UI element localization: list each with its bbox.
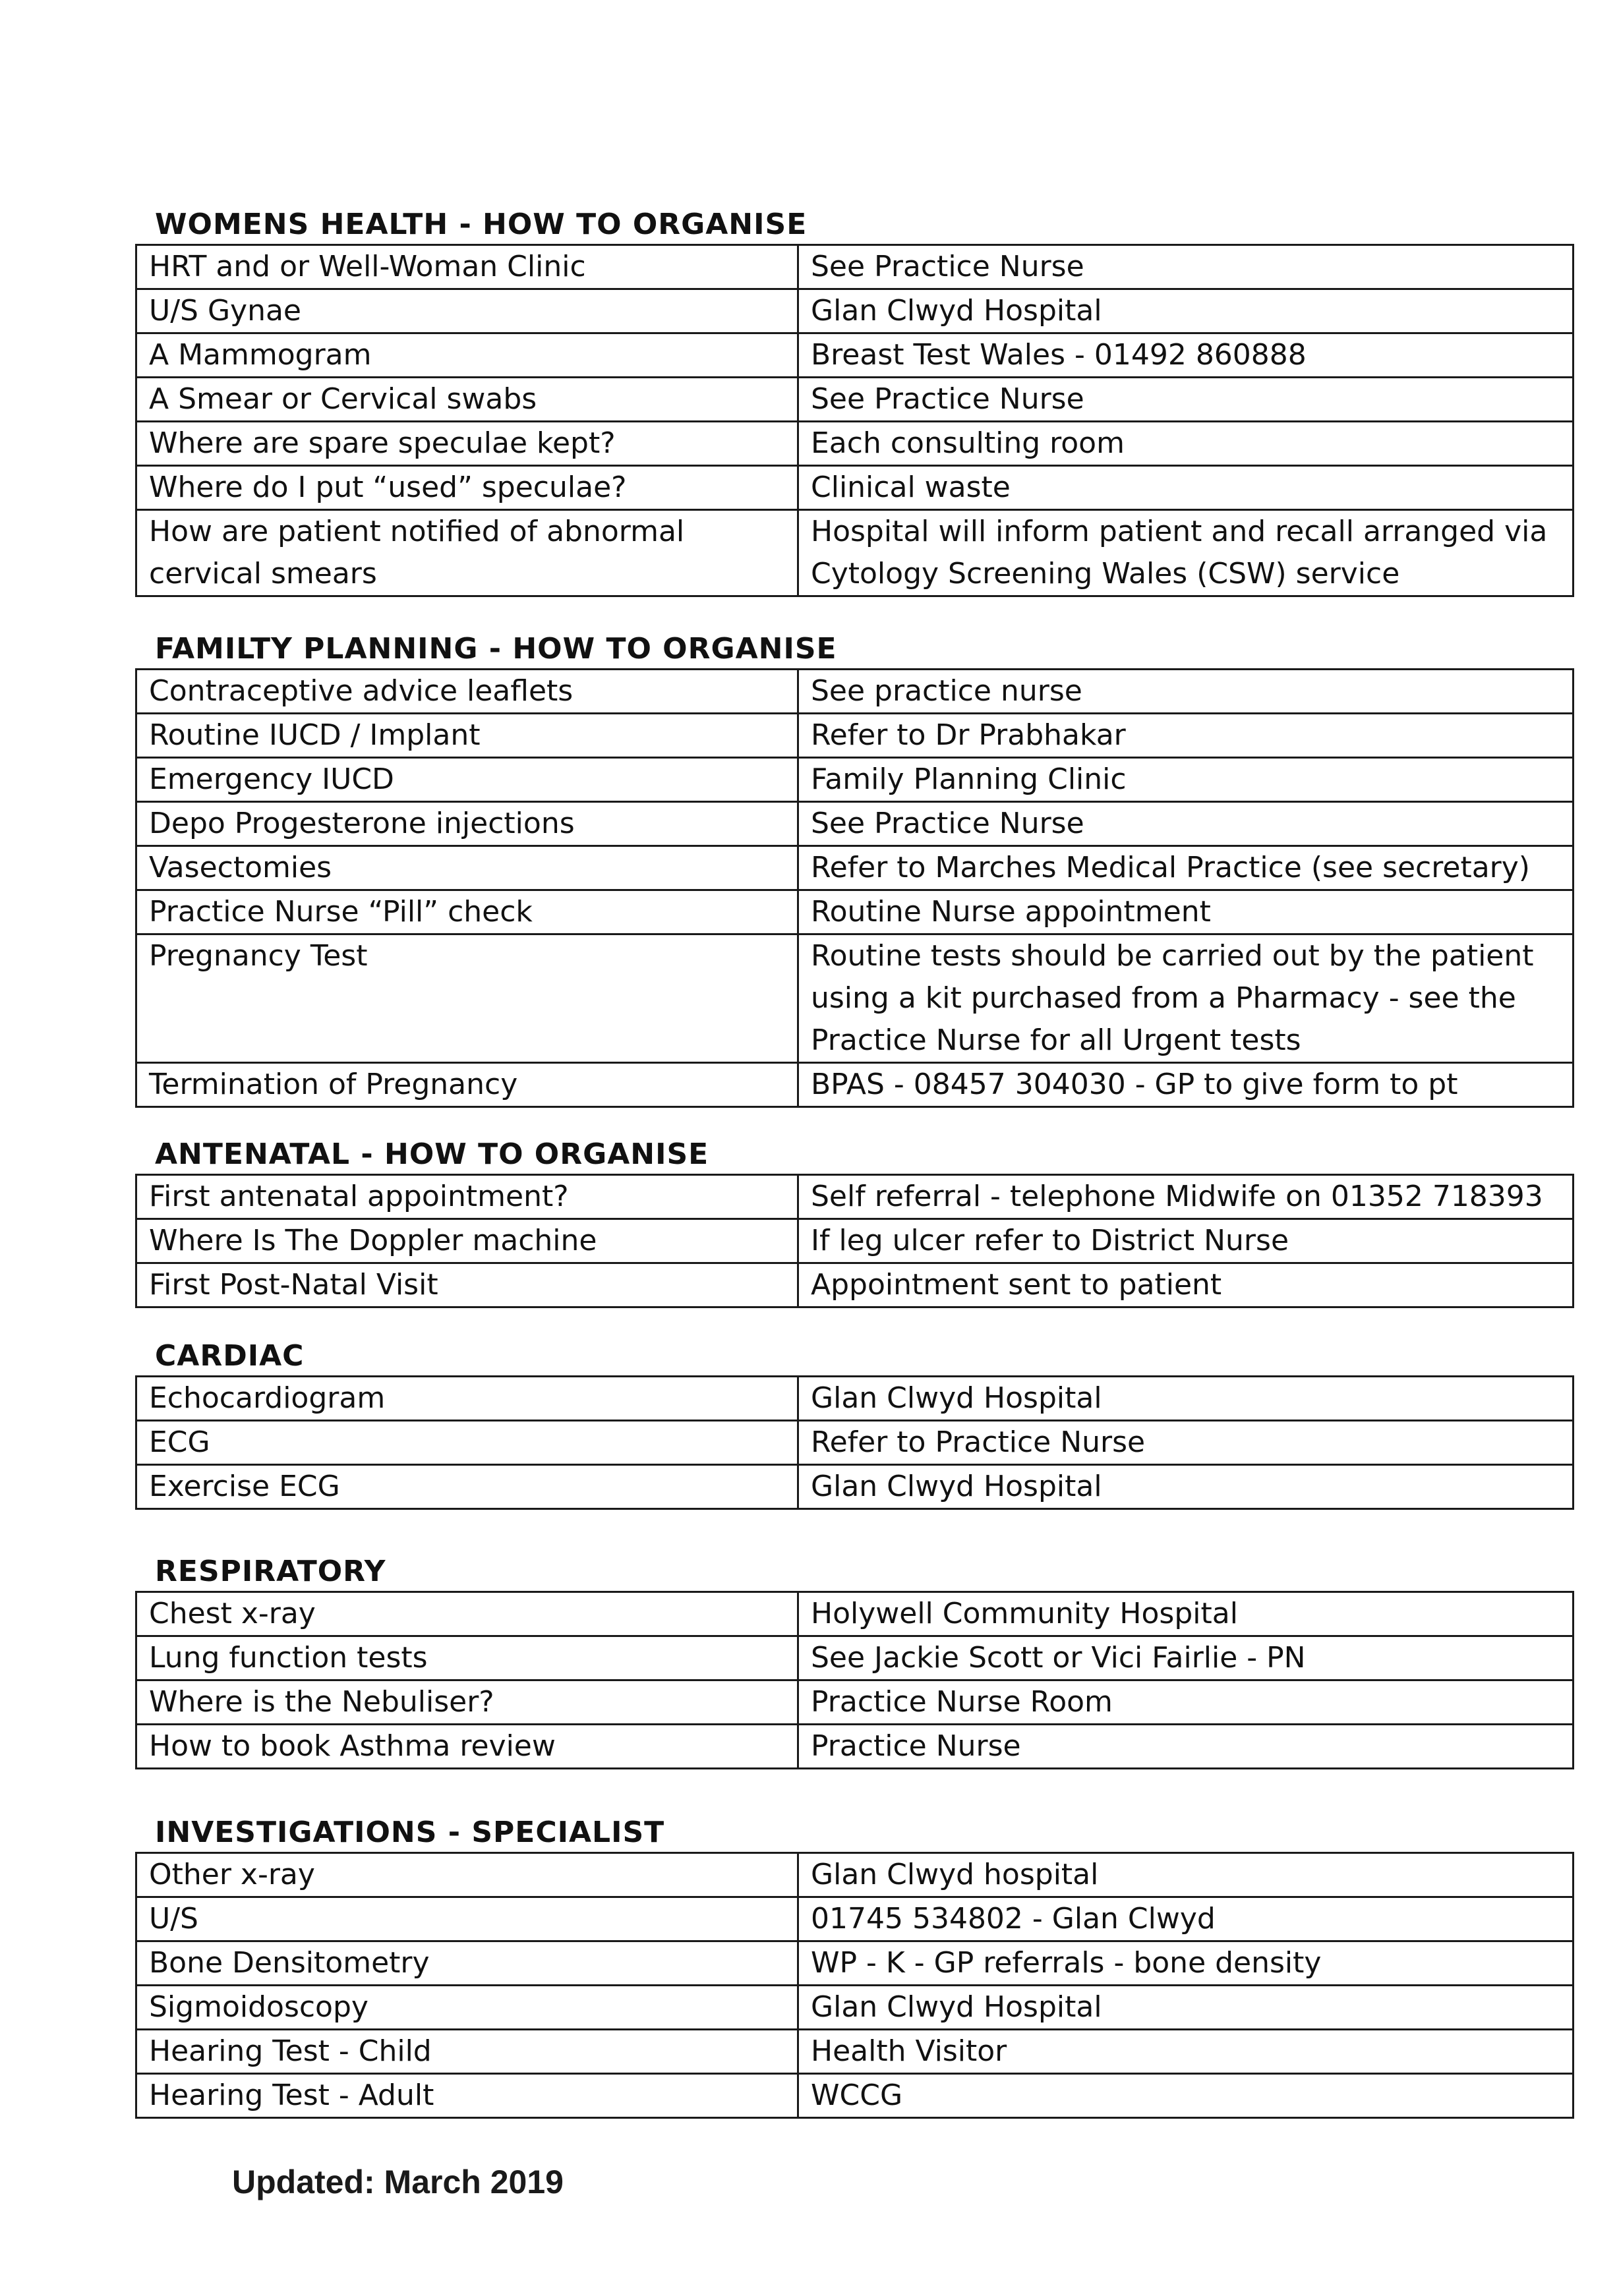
table-row	[136, 245, 1574, 289]
question-cell: Where Is The Doppler machine	[136, 1219, 798, 1263]
table-row	[136, 422, 1574, 466]
table-row	[136, 846, 1574, 890]
question-cell: Where are spare speculae kept?	[136, 422, 798, 466]
table-row	[136, 1986, 1574, 2030]
question-cell: U/S	[136, 1897, 798, 1941]
section-title: ANTENATAL - HOW TO ORGANISE	[155, 1137, 709, 1171]
answer-cell: Self referral - telephone Midwife on 01352 718393	[798, 1175, 1574, 1219]
answer-cell: Refer to Practice Nurse	[798, 1421, 1574, 1465]
answer-cell: 01745 534802 - Glan Clwyd	[798, 1897, 1574, 1941]
table-row	[136, 466, 1574, 510]
question-cell: Practice Nurse “Pill” check	[136, 890, 798, 934]
question-cell: Where is the Nebuliser?	[136, 1680, 798, 1725]
updated-date-footer: Updated: March 2019	[232, 2164, 564, 2200]
answer-cell: WP - K - GP referrals - bone density	[798, 1941, 1574, 1986]
answer-cell: See Practice Nurse	[798, 378, 1574, 422]
table-row	[136, 1263, 1574, 1307]
section-title: RESPIRATORY	[155, 1555, 386, 1588]
table-row	[136, 510, 1574, 596]
question-cell: Pregnancy Test	[136, 934, 798, 1063]
table-row	[136, 1680, 1574, 1725]
answer-cell: Each consulting room	[798, 422, 1574, 466]
investigations-table	[135, 1852, 1574, 2119]
table-row	[136, 802, 1574, 846]
table-row	[136, 2074, 1574, 2118]
question-cell: Routine IUCD / Implant	[136, 714, 798, 758]
answer-cell: Glan Clwyd Hospital	[798, 1986, 1574, 2030]
table-row	[136, 1897, 1574, 1941]
answer-cell: If leg ulcer refer to District Nurse	[798, 1219, 1574, 1263]
table-row	[136, 1219, 1574, 1263]
answer-cell: Glan Clwyd Hospital	[798, 1377, 1574, 1421]
respiratory-table	[135, 1591, 1574, 1769]
question-cell: ECG	[136, 1421, 798, 1465]
answer-cell: Family Planning Clinic	[798, 758, 1574, 802]
table-row	[136, 1853, 1574, 1897]
womens-health-table	[135, 244, 1574, 597]
section-title: INVESTIGATIONS - SPECIALIST	[155, 1816, 665, 1849]
question-cell: How to book Asthma review	[136, 1725, 798, 1769]
table-row	[136, 1421, 1574, 1465]
section-respiratory	[135, 1553, 1572, 1769]
answer-cell: Practice Nurse Room	[798, 1680, 1574, 1725]
section-cardiac	[135, 1337, 1572, 1510]
answer-cell: See Practice Nurse	[798, 802, 1574, 846]
question-cell: Echocardiogram	[136, 1377, 798, 1421]
question-cell: How are patient notified of abnormal cervical smears	[136, 510, 798, 596]
table-row	[136, 1592, 1574, 1636]
question-cell: Where do I put “used” speculae?	[136, 466, 798, 510]
table-row	[136, 1725, 1574, 1769]
section-title: FAMILTY PLANNING - HOW TO ORGANISE	[155, 632, 837, 666]
family-planning-table	[135, 668, 1574, 1108]
section-family-planning	[135, 630, 1572, 1108]
table-row	[136, 289, 1574, 333]
table-row	[136, 333, 1574, 378]
answer-cell: Clinical waste	[798, 466, 1574, 510]
section-title: CARDIAC	[155, 1339, 305, 1373]
question-cell: Hearing Test - Child	[136, 2030, 798, 2074]
table-row	[136, 378, 1574, 422]
question-cell: Exercise ECG	[136, 1465, 798, 1509]
question-cell: Lung function tests	[136, 1636, 798, 1680]
question-cell: Emergency IUCD	[136, 758, 798, 802]
answer-cell: Hospital will inform patient and recall arranged via Cytology Screening Wales (CSW) service	[798, 510, 1574, 596]
answer-cell: Refer to Dr Prabhakar	[798, 714, 1574, 758]
answer-cell: See practice nurse	[798, 670, 1574, 714]
table-row	[136, 1063, 1574, 1107]
answer-cell: See Jackie Scott or Vici Fairlie - PN	[798, 1636, 1574, 1680]
question-cell: First Post-Natal Visit	[136, 1263, 798, 1307]
answer-cell: Routine Nurse appointment	[798, 890, 1574, 934]
question-cell: HRT and or Well-Woman Clinic	[136, 245, 798, 289]
question-cell: U/S Gynae	[136, 289, 798, 333]
answer-cell: Breast Test Wales - 01492 860888	[798, 333, 1574, 378]
table-row	[136, 2030, 1574, 2074]
section-antenatal	[135, 1135, 1572, 1308]
table-row	[136, 758, 1574, 802]
answer-cell: Glan Clwyd Hospital	[798, 289, 1574, 333]
cardiac-table	[135, 1375, 1574, 1510]
table-row	[136, 934, 1574, 1063]
answer-cell: Appointment sent to patient	[798, 1263, 1574, 1307]
table-row	[136, 1377, 1574, 1421]
question-cell: Bone Densitometry	[136, 1941, 798, 1986]
answer-cell: Holywell Community Hospital	[798, 1592, 1574, 1636]
answer-cell: Health Visitor	[798, 2030, 1574, 2074]
answer-cell: BPAS - 08457 304030 - GP to give form to pt	[798, 1063, 1574, 1107]
question-cell: A Mammogram	[136, 333, 798, 378]
answer-cell: WCCG	[798, 2074, 1574, 2118]
question-cell: Contraceptive advice leaflets	[136, 670, 798, 714]
section-investigations	[135, 1814, 1572, 2119]
table-row	[136, 1941, 1574, 1986]
table-row	[136, 1465, 1574, 1509]
question-cell: First antenatal appointment?	[136, 1175, 798, 1219]
answer-cell: Refer to Marches Medical Practice (see secretary)	[798, 846, 1574, 890]
table-row	[136, 890, 1574, 934]
answer-cell: Glan Clwyd hospital	[798, 1853, 1574, 1897]
question-cell: A Smear or Cervical swabs	[136, 378, 798, 422]
question-cell: Termination of Pregnancy	[136, 1063, 798, 1107]
section-title: WOMENS HEALTH - HOW TO ORGANISE	[155, 208, 808, 241]
question-cell: Depo Progesterone injections	[136, 802, 798, 846]
answer-cell: See Practice Nurse	[798, 245, 1574, 289]
table-row	[136, 714, 1574, 758]
section-womens-health	[135, 206, 1572, 597]
question-cell: Other x-ray	[136, 1853, 798, 1897]
question-cell: Hearing Test - Adult	[136, 2074, 798, 2118]
question-cell: Chest x-ray	[136, 1592, 798, 1636]
table-row	[136, 1636, 1574, 1680]
question-cell: Vasectomies	[136, 846, 798, 890]
answer-cell: Glan Clwyd Hospital	[798, 1465, 1574, 1509]
question-cell: Sigmoidoscopy	[136, 1986, 798, 2030]
answer-cell: Practice Nurse	[798, 1725, 1574, 1769]
table-row	[136, 1175, 1574, 1219]
antenatal-table	[135, 1174, 1574, 1308]
table-row	[136, 670, 1574, 714]
answer-cell: Routine tests should be carried out by the patient using a kit purchased from a Pharmacy - see the Practice Nurse for all Urgent tests	[798, 934, 1574, 1063]
